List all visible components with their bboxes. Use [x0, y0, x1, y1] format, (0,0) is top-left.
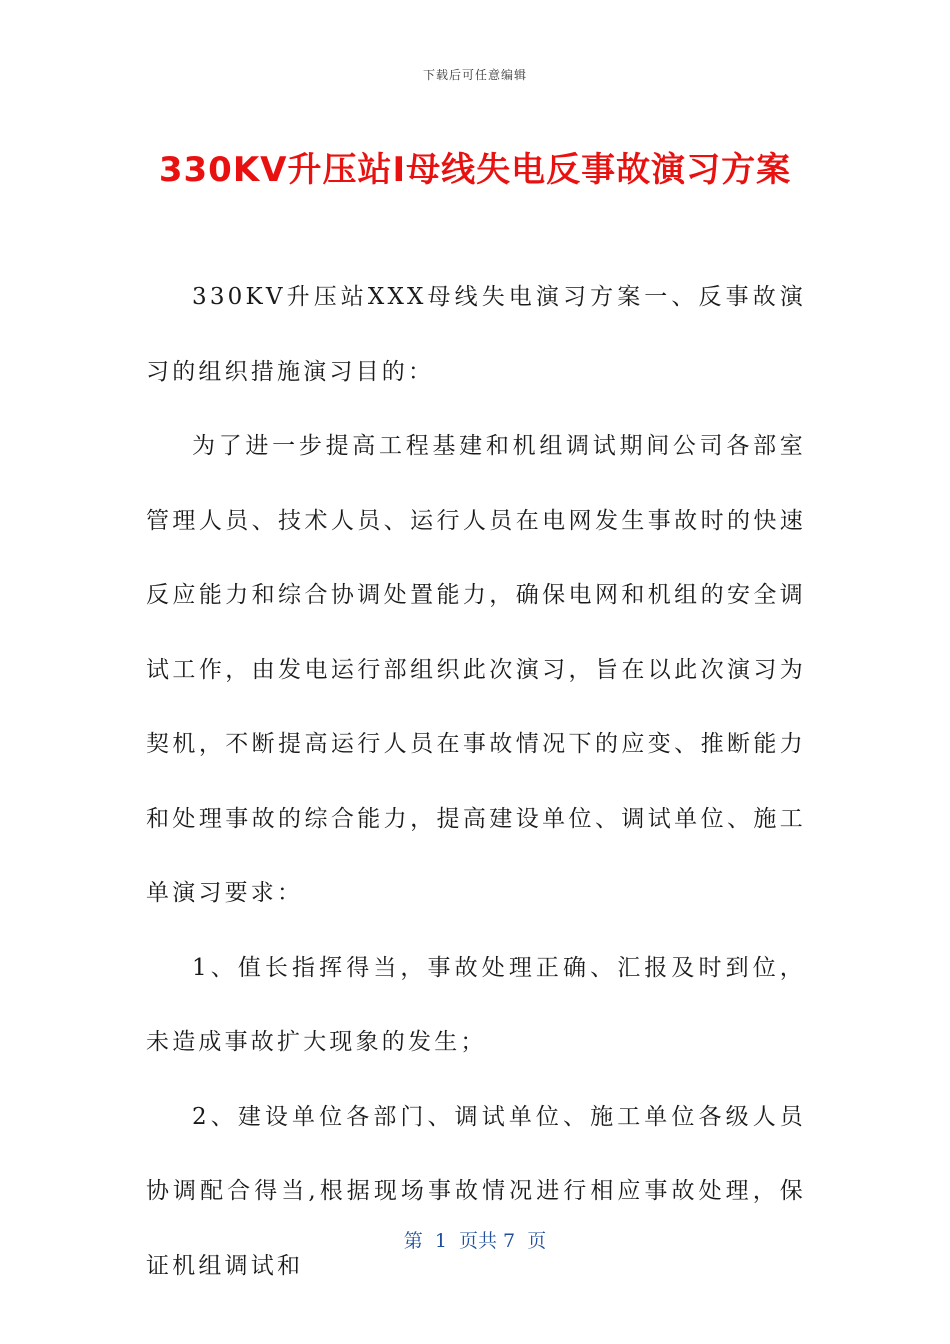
paragraph-requirement-2: 2、建设单位各部门、调试单位、施工单位各级人员协调配合得当,根据现场事故情况进行相应事故处理，保证机组调试和	[146, 1103, 806, 1279]
paragraph-purpose: 为了进一步提高工程基建和机组调试期间公司各部室管理人员、技术人员、运行人员在电网发生事故时的快速反应能力和综合协调处置能力，确保电网和机组的安全调试工作，由发电运行部组织此次演习，旨在以此次演习为契机，不断提高运行人员在事故情况下的应变、推断能力和处理事故的综合能力，提高建设单位、调试单位、施工单演习要求：	[146, 433, 806, 906]
page-number-footer: 第 1 页共 7 页	[403, 1230, 547, 1252]
header-note: 下载后可任意编辑	[422, 68, 527, 82]
paragraph-intro: 330KV升压站XXX母线失电演习方案一、反事故演习的组织措施演习目的：	[146, 284, 806, 385]
paragraph-requirement-1: 1、值长指挥得当，事故处理正确、汇报及时到位，未造成事故扩大现象的发生；	[146, 954, 806, 1055]
document-body	[146, 260, 806, 1303]
document-title: 330KV升压站Ⅰ母线失电反事故演习方案	[158, 150, 792, 190]
